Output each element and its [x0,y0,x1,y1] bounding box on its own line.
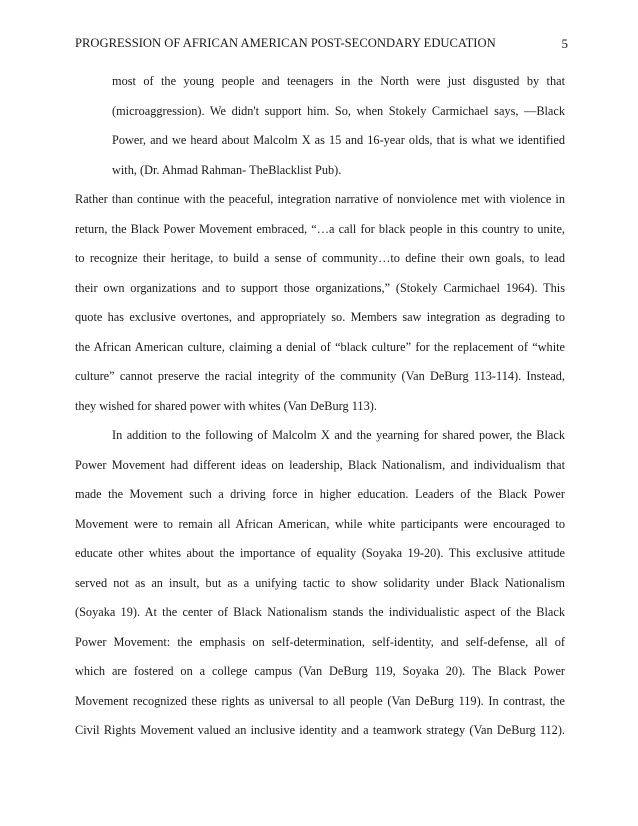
document-body [75,67,565,746]
paragraph-1 [75,185,565,421]
page-number: 5 [561,36,568,51]
paragraph-line: they wished for shared power with whites (Van DeBurg 113). [75,398,377,413]
paragraph-line: Rather than continue with the peaceful, integration narrative of nonviolence met with violence in [75,192,565,206]
paragraph-line: culture” cannot preserve the racial integrity of the community (Van DeBurg 113-114). Instead, [75,369,565,383]
block-quote-line: Power, and we heard about Malcolm X as 15 and 16-year olds, that is what we identified [112,133,565,147]
running-header [75,36,568,54]
paragraph-line: served not as an insult, but as a unifying tactic to show solidarity under Black Nationalism [75,575,565,590]
paragraph-line: their own organizations and to support those organizations,” (Stokely Carmichael 1964). This [75,280,565,295]
paragraph-line: Movement were to remain all African American, while white participants were encouraged to [75,516,565,531]
paragraph-line: the African American culture, claiming a denial of “black culture” for the replacement of “white [75,339,565,354]
block-quote [75,67,565,185]
paragraph-line: which are fostered on a college campus (Van DeBurg 119, Soyaka 20). The Black Power [75,664,565,678]
paragraph-line: In addition to the following of Malcolm X and the yearning for shared power, the Black [112,428,565,442]
paragraph-line: to recognize their heritage, to build a sense of community…to define their own goals, to lead [75,251,565,265]
block-quote-line: most of the young people and teenagers in the North were just disgusted by that [112,74,565,88]
paragraph-2 [75,421,565,746]
paragraph-line: return, the Black Power Movement embraced, “…a call for black people in this country to unite, [75,221,565,236]
paragraph-line: Power Movement had different ideas on leadership, Black Nationalism, and individualism that [75,457,565,472]
paragraph-line: educate other whites about the importance of equality (Soyaka 19-20). This exclusive attitude [75,546,565,560]
paragraph-line: Power Movement: the emphasis on self-determination, self-identity, and self-defense, all of [75,634,565,649]
paragraph-line: (Soyaka 19). At the center of Black Nationalism stands the individualistic aspect of the Black [75,605,565,619]
block-quote-line: (microaggression). We didn't support him. So, when Stokely Carmichael says, ―Black [112,103,565,118]
block-quote-line: with, (Dr. Ahmad Rahman- TheBlacklist Pub). [112,162,342,177]
paragraph-line: Civil Rights Movement valued an inclusive identity and a teamwork strategy (Van DeBurg 112). [75,723,565,737]
paragraph-line: Movement recognized these rights as universal to all people (Van DeBurg 119). In contrast, the [75,693,565,708]
paragraph-line: made the Movement such a driving force in higher education. Leaders of the Black Power [75,487,565,501]
paragraph-line: quote has exclusive overtones, and appropriately so. Members saw integration as degrading to [75,310,565,324]
running-head-title: PROGRESSION OF AFRICAN AMERICAN POST-SECONDARY EDUCATION [75,36,496,50]
